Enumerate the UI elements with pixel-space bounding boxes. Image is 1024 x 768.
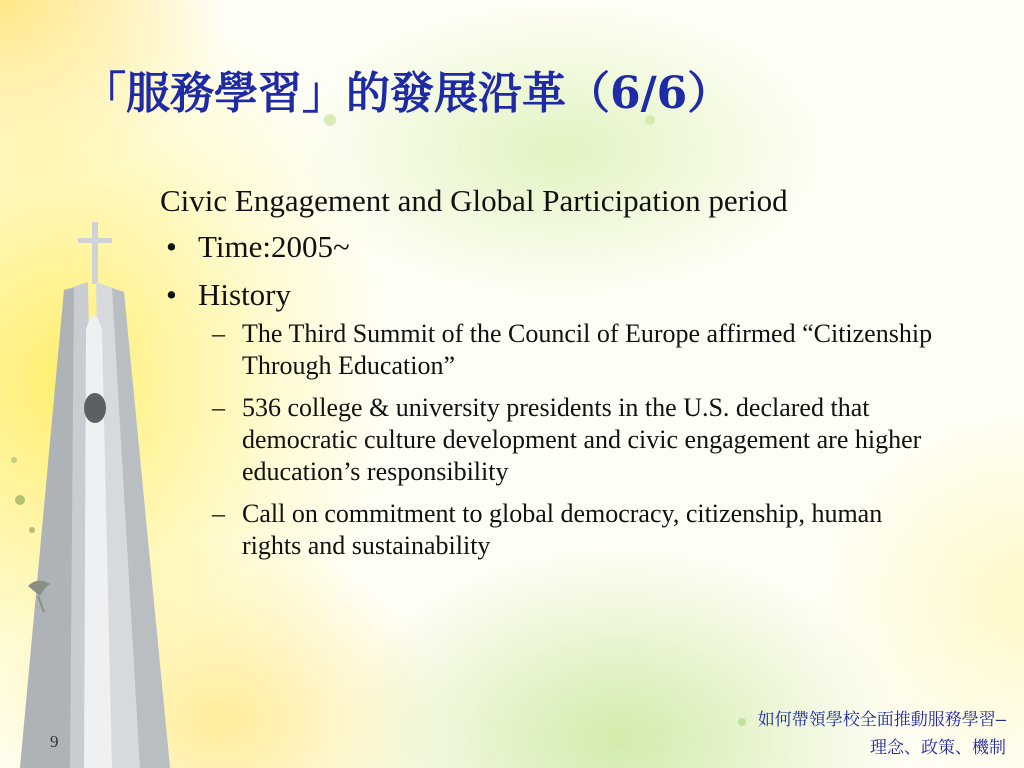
bell-icon: [84, 393, 106, 423]
bullet-icon: •: [166, 277, 177, 312]
sub-list-item: [198, 318, 940, 382]
list-item-history: [160, 276, 940, 562]
dash-bullet-icon: –: [212, 319, 225, 348]
dash-bullet-icon: –: [212, 499, 225, 528]
footer-line-2: 理念、政策、機制: [870, 738, 1006, 758]
dash-bullet-icon: –: [212, 393, 225, 422]
sub-list-item-text: 536 college & university presidents in the U.S. declared that democratic culture development and civic engagement are higher education’s responsibility: [242, 393, 922, 486]
slide-title: 「服務學習」的發展沿革（6/6）: [82, 68, 732, 119]
sub-bullet-list: [198, 318, 940, 562]
page-number: 9: [50, 732, 59, 751]
bullet-icon: •: [166, 229, 177, 264]
list-item-text: Time:2005~: [198, 229, 350, 264]
content-heading: Civic Engagement and Global Participation period: [160, 183, 788, 218]
slide-footer: [586, 706, 1006, 762]
list-item-time: [160, 228, 940, 266]
list-item-text: History: [198, 277, 291, 312]
cross-vertical: [92, 222, 98, 284]
sub-list-item: [198, 392, 940, 488]
sub-list-item-text: Call on commitment to global democracy, citizenship, human rights and sustainability: [242, 499, 883, 560]
bullet-list: [160, 228, 940, 562]
footer-line-1: 如何帶領學校全面推動服務學習–: [757, 710, 1006, 730]
cross-horizontal: [78, 238, 112, 243]
sub-list-item-text: The Third Summit of the Council of Europe affirmed “Citizenship Through Education”: [242, 319, 933, 380]
slide-content: [160, 182, 940, 572]
sub-list-item: [198, 498, 940, 562]
